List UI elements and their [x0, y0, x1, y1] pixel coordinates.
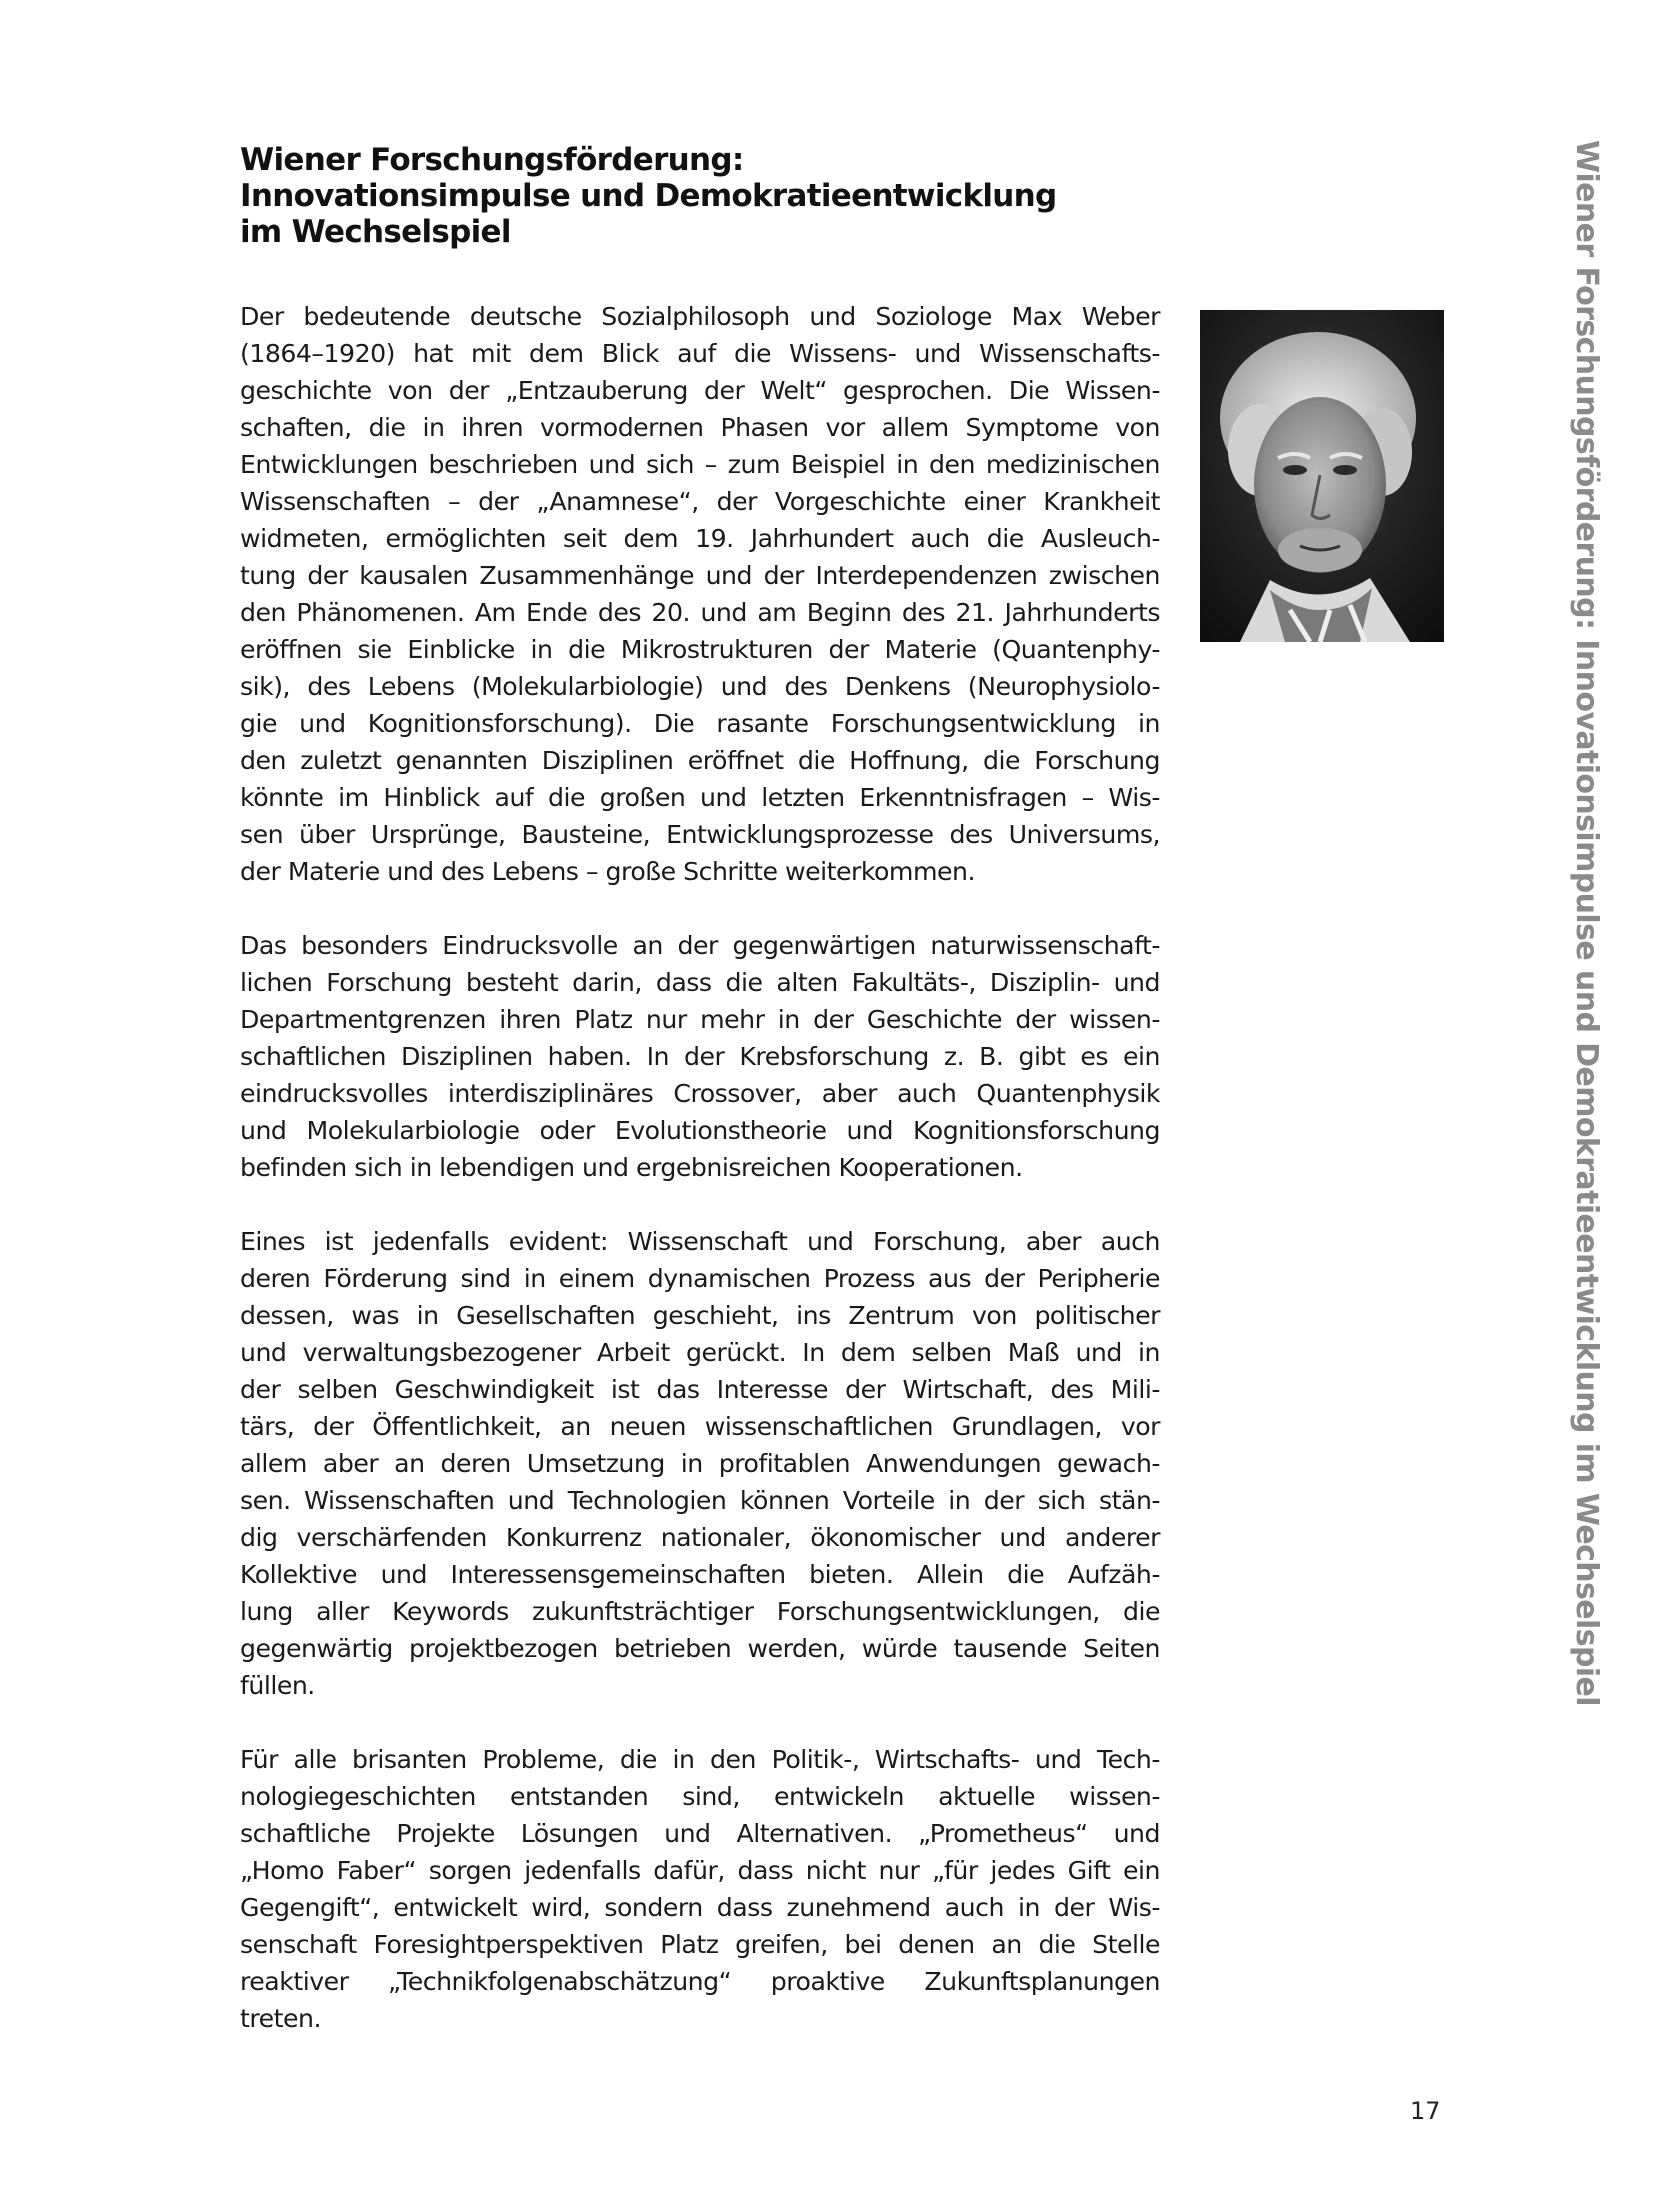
title-line: Innovationsimpulse und Demokratieentwicklung — [240, 178, 1057, 214]
text-line: den zuletzt genannten Disziplinen eröffnet die Hoffnung, die Forschung — [240, 746, 1160, 775]
text-line: befinden sich in lebendigen und ergebnisreichen Kooperationen. — [240, 1153, 1023, 1182]
text-line: und Molekularbiologie oder Evolutionstheorie und Kognitionsforschung — [240, 1116, 1160, 1145]
paragraph — [240, 927, 1160, 1186]
text-line: widmeten, ermöglichten seit dem 19. Jahrhundert auch die Ausleuch- — [240, 524, 1160, 553]
text-line: der selben Geschwindigkeit ist das Interesse der Wirtschaft, des Mili- — [240, 1375, 1160, 1404]
text-line: tung der kausalen Zusammenhänge und der Interdependenzen zwischen — [240, 561, 1160, 590]
text-line: schaftliche Projekte Lösungen und Alternativen. „Prometheus“ und — [240, 1819, 1160, 1848]
text-line: Departmentgrenzen ihren Platz nur mehr in der Geschichte der wissen- — [240, 1005, 1160, 1034]
text-line: Für alle brisanten Probleme, die in den Politik-, Wirtschafts- und Tech- — [240, 1745, 1160, 1774]
text-line: gie und Kognitionsforschung). Die rasante Forschungsentwicklung in — [240, 709, 1160, 738]
text-line: eröffnen sie Einblicke in die Mikrostrukturen der Materie (Quantenphy- — [240, 635, 1160, 664]
title-line: im Wechselspiel — [240, 214, 511, 250]
title-line: Wiener Forschungsförderung: — [240, 142, 744, 178]
text-line: den Phänomenen. Am Ende des 20. und am Beginn des 21. Jahrhunderts — [240, 598, 1160, 627]
text-line: der Materie und des Lebens – große Schritte weiterkommen. — [240, 857, 975, 886]
page-title — [240, 142, 1140, 250]
text-line: dig verschärfenden Konkurrenz nationaler, ökonomischer und anderer — [240, 1523, 1160, 1552]
text-line: schaftlichen Disziplinen haben. In der Krebsforschung z. B. gibt es ein — [240, 1042, 1160, 1071]
text-line: Eines ist jedenfalls evident: Wissenschaft und Forschung, aber auch — [240, 1227, 1160, 1256]
paragraph — [240, 298, 1160, 890]
text-line: gegenwärtig projektbezogen betrieben werden, würde tausende Seiten — [240, 1634, 1160, 1663]
portrait-photo — [1200, 310, 1444, 642]
text-line: deren Förderung sind in einem dynamischen Prozess aus der Peripherie — [240, 1264, 1160, 1293]
running-head: Wiener Forschungsförderung: Innovationsimpulse und Demokratieentwicklung im Wechselspiel — [1569, 140, 1604, 1706]
text-line: Das besonders Eindrucksvolle an der gegenwärtigen naturwissenschaft- — [240, 931, 1160, 960]
text-line: füllen. — [240, 1671, 315, 1700]
text-line: reaktiver „Technikfolgenabschätzung“ proaktive Zukunftsplanungen — [240, 1967, 1160, 1996]
text-line: Kollektive und Interessensgemeinschaften bieten. Allein die Aufzäh- — [240, 1560, 1160, 1589]
text-line: lichen Forschung besteht darin, dass die alten Fakultäts-, Disziplin- und — [240, 968, 1160, 997]
text-line: könnte im Hinblick auf die großen und letzten Erkenntnisfragen – Wis- — [240, 783, 1160, 812]
text-line: Wissenschaften – der „Anamnese“, der Vorgeschichte einer Krankheit — [240, 487, 1160, 516]
text-line: Der bedeutende deutsche Sozialphilosoph und Soziologe Max Weber — [240, 302, 1160, 331]
text-line: sen über Ursprünge, Bausteine, Entwicklungsprozesse des Universums, — [240, 820, 1160, 849]
text-line: eindrucksvolles interdisziplinäres Crossover, aber auch Quantenphysik — [240, 1079, 1160, 1108]
page-number: 17 — [1410, 2097, 1441, 2125]
text-line: sik), des Lebens (Molekularbiologie) und des Denkens (Neurophysiolo- — [240, 672, 1160, 701]
text-line: (1864–1920) hat mit dem Blick auf die Wissens- und Wissenschafts- — [240, 339, 1160, 368]
paragraph — [240, 1741, 1160, 2037]
text-line: und verwaltungsbezogener Arbeit gerückt. In dem selben Maß und in — [240, 1338, 1160, 1367]
text-line: „Homo Faber“ sorgen jedenfalls dafür, dass nicht nur „für jedes Gift ein — [240, 1856, 1160, 1885]
article-body — [240, 298, 1160, 2074]
text-line: lung aller Keywords zukunftsträchtiger Forschungsentwicklungen, die — [240, 1597, 1160, 1626]
text-line: Entwicklungen beschrieben und sich – zum Beispiel in den medizinischen — [240, 450, 1160, 479]
text-line: allem aber an deren Umsetzung in profitablen Anwendungen gewach- — [240, 1449, 1160, 1478]
text-line: senschaft Foresightperspektiven Platz greifen, bei denen an die Stelle — [240, 1930, 1160, 1959]
text-line: tärs, der Öffentlichkeit, an neuen wissenschaftlichen Grundlagen, vor — [240, 1412, 1160, 1441]
text-line: nologiegeschichten entstanden sind, entwickeln aktuelle wissen- — [240, 1782, 1160, 1811]
portrait-icon — [1200, 310, 1444, 642]
text-line: dessen, was in Gesellschaften geschieht, ins Zentrum von politischer — [240, 1301, 1160, 1330]
text-line: Gegengift“, entwickelt wird, sondern dass zunehmend auch in der Wis- — [240, 1893, 1160, 1922]
text-line: treten. — [240, 2004, 322, 2033]
text-line: sen. Wissenschaften und Technologien können Vorteile in der sich stän- — [240, 1486, 1160, 1515]
text-line: geschichte von der „Entzauberung der Welt“ gesprochen. Die Wissen- — [240, 376, 1160, 405]
paragraph — [240, 1223, 1160, 1704]
text-line: schaften, die in ihren vormodernen Phasen vor allem Symptome von — [240, 413, 1160, 442]
